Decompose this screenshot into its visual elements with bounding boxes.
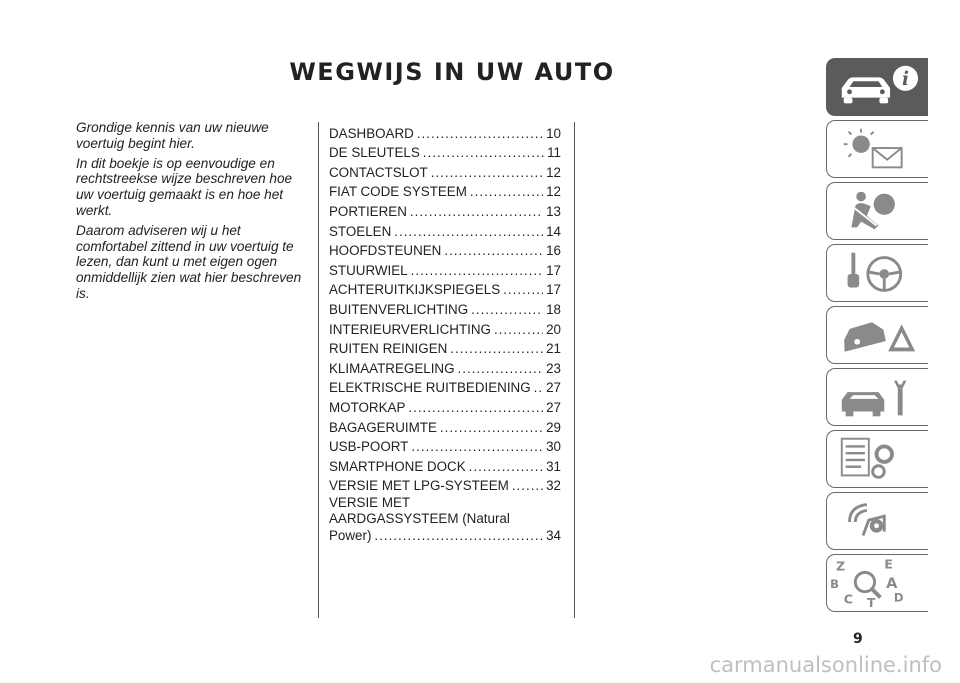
index-letter: T [866,595,876,611]
toc-item[interactable] [329,454,561,474]
toc-item[interactable] [329,258,561,278]
technical-data-icon [827,431,928,487]
toc-item-label: ACHTERUITKIJKSPIEGELS [329,282,501,298]
tab-car-info[interactable] [826,58,928,116]
toc-item[interactable] [329,199,561,219]
toc-leader-dots [444,243,543,258]
index-letter: Z [835,558,846,574]
toc-leader-dots [471,302,543,317]
safety-airbag-icon [827,183,928,239]
page-number: 9 [853,631,863,647]
emergency-icon [827,307,928,363]
toc-item-page: 11 [547,145,561,161]
intro-paragraph: Daarom adviseren wij u het comfortabel zittend in uw voertuig te lezen, dan kunt u met eigen ogen onmiddellijk zien wat hier beschreven is. [76,222,302,301]
intro-paragraph: Grondige kennis van uw nieuwe voertuig begint hier. [76,120,269,151]
tab-starting-driving[interactable] [826,244,928,302]
toc-item[interactable] [329,278,561,298]
toc-leader-dots [534,380,543,395]
index-letter: B [830,576,840,591]
toc-item[interactable] [329,356,561,376]
toc-item[interactable] [329,376,561,396]
toc-item[interactable] [329,239,561,259]
toc-item[interactable] [329,180,561,200]
toc-item-page: 31 [546,458,561,474]
toc-item[interactable] [329,219,561,239]
toc-item-line: AARDGASSYSTEEM (Natural [329,511,510,527]
toc-item-page: 29 [546,419,561,435]
toc-leader-dots [494,322,543,337]
toc-item-aardgas[interactable] [329,495,561,544]
toc-item-page: 17 [546,262,561,278]
toc-item-label: DASHBOARD [329,125,414,141]
toc-item-label: VERSIE MET LPG-SYSTEEM [329,478,509,494]
tab-emergency[interactable] [826,306,928,364]
toc-item-label: STOELEN [329,223,392,239]
toc-item-page: 18 [546,301,561,317]
toc-item-page: 16 [546,243,561,259]
intro-paragraph: In dit boekje is op eenvoudige en rechtstreekse wijze beschreven hoe uw voertuig gemaakt is en hoe het werkt. [76,155,293,218]
toc-leader-dots [411,263,543,278]
toc-item-page: 34 [546,528,561,544]
toc-item-label: ELEKTRISCHE RUITBEDIENING [329,380,531,396]
toc-item-label: MOTORKAP [329,399,406,415]
toc-item-label: USB-POORT [329,439,409,455]
toc-leader-dots [431,165,543,180]
toc-item[interactable] [329,297,561,317]
toc-item-page: 27 [546,380,561,396]
toc-item[interactable] [329,415,561,435]
footer-watermark: carmanualsonline.info [709,653,942,677]
tab-multimedia[interactable] [826,492,928,550]
toc-leader-dots [374,528,543,544]
maintenance-icon [827,369,928,425]
index-letter: D [893,590,904,605]
toc-item[interactable] [329,317,561,337]
toc-item-label: CONTACTSLOT [329,164,428,180]
toc-item-page: 21 [546,341,561,357]
page-title: WEGWIJS IN UW AUTO [289,58,615,86]
toc-item-label: STUURWIEL [329,262,408,278]
toc-item-page: 17 [546,282,561,298]
toc-leader-dots [410,204,543,219]
toc-item-label: KLIMAATREGELING [329,360,455,376]
warning-lights-icon [827,121,928,177]
toc-item-label: RUITEN REINIGEN [329,341,448,357]
toc-item[interactable] [329,160,561,180]
starting-driving-icon [827,245,928,301]
toc-item-label: BUITENVERLICHTING [329,301,469,317]
index-letter: A [886,575,898,592]
toc-item-label: FIAT CODE SYSTEEM [329,184,467,200]
toc-item-label: Power) [329,528,372,544]
toc-item-line: VERSIE MET [329,495,411,511]
toc-item-label: DE SLEUTELS [329,145,420,161]
toc-item-page: 32 [546,478,561,494]
toc-item-label: INTERIEURVERLICHTING [329,321,491,337]
toc-item-label: SMARTPHONE DOCK [329,458,466,474]
tab-maintenance[interactable] [826,368,928,426]
toc-item-page: 20 [546,321,561,337]
toc-item-label: HOOFDSTEUNEN [329,243,442,259]
svg-text:i: i [902,69,909,91]
multimedia-icon [827,493,928,549]
toc-item[interactable] [329,337,561,357]
toc-item[interactable] [329,474,561,494]
table-of-contents [329,121,561,544]
index-letter: E [884,556,893,572]
toc-item-page: 13 [546,203,561,219]
toc-leader-dots [470,184,543,199]
toc-item[interactable] [329,121,561,141]
index-icon [827,555,928,611]
column-divider-left [318,122,319,618]
toc-item[interactable] [329,395,561,415]
toc-item[interactable] [329,141,561,161]
toc-leader-dots [408,400,543,415]
car-info-icon [827,59,928,115]
toc-leader-dots [423,145,544,160]
toc-leader-dots [450,341,543,356]
toc-item-label: PORTIEREN [329,203,407,219]
toc-leader-dots [512,478,543,493]
column-divider-right [574,122,575,618]
toc-item-page: 12 [546,184,561,200]
toc-item-page: 10 [546,125,561,141]
toc-item-page: 12 [546,164,561,180]
toc-item-page: 14 [546,223,561,239]
tab-warning-lights[interactable] [826,120,928,178]
toc-leader-dots [417,126,543,141]
intro-text [76,120,306,306]
toc-leader-dots [503,282,543,297]
toc-item-label: BAGAGERUIMTE [329,419,437,435]
tab-index[interactable] [826,554,928,612]
toc-leader-dots [469,459,543,474]
toc-item-page: 30 [546,439,561,455]
toc-item-page: 23 [546,360,561,376]
toc-leader-dots [411,439,543,454]
toc-item-page: 27 [546,399,561,415]
toc-item[interactable] [329,435,561,455]
toc-leader-dots [440,420,543,435]
tab-safety[interactable] [826,182,928,240]
toc-leader-dots [394,224,543,239]
toc-leader-dots [458,361,544,376]
tab-technical-data[interactable] [826,430,928,488]
index-letter: C [843,591,853,607]
